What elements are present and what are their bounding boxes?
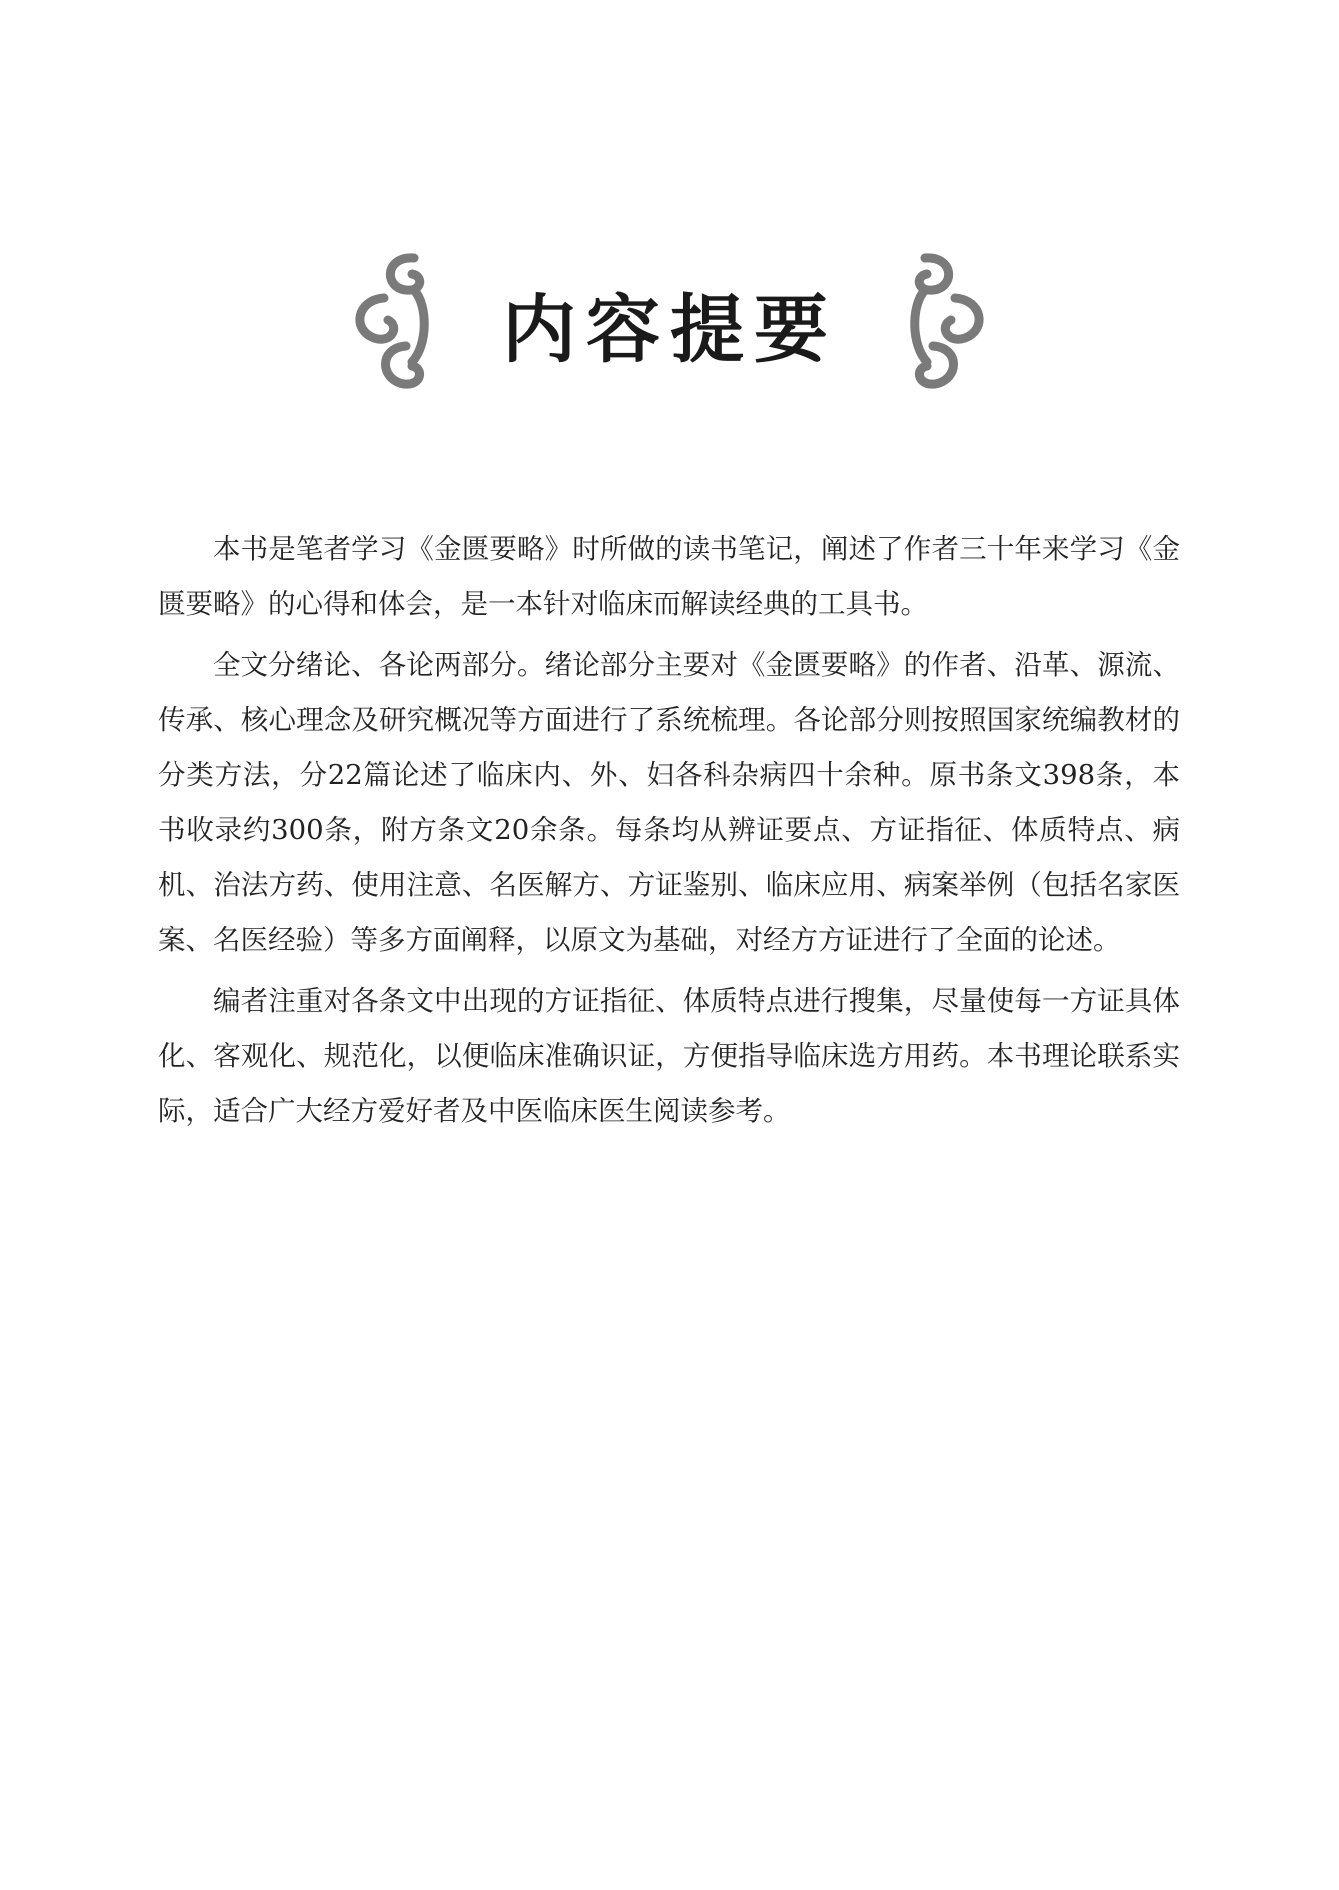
paragraph-1: 本书是笔者学习《金匮要略》时所做的读书笔记，阐述了作者三十年来学习《金匮要略》的心得和体会，是一本针对临床而解读经典的工具书。 [158, 533, 1180, 620]
title-block [0, 240, 1339, 420]
summary-body [158, 522, 1180, 1145]
paragraph-3: 编者注重对各条文中出现的方证指征、体质特点进行搜集，尽量使每一方证具体化、客观化、规范化，以便临床准确识证，方便指导临床选方用药。本书理论联系实际，适合广大经方爱好者及中医临床医生阅读参考。 [158, 985, 1180, 1127]
page-title: 内容提要 [502, 287, 838, 373]
cloud-ornament-right-icon [895, 250, 995, 400]
paragraph-2: 全文分绪论、各论两部分。绪论部分主要对《金匮要略》的作者、沿革、源流、传承、核心理念及研究概况等方面进行了系统梳理。各论部分则按照国家统编教材的分类方法，分22篇论述了临床内、外、妇各科杂病四十余种。原书条文398条，本书收录约300条，附方条文20余条。每条均从辨证要点、方证指征、体质特点、病机、治法方药、使用注意、名医解方、方证鉴别、临床应用、病案举例（包括名家医案、名医经验）等多方面阐释，以原文为基础，对经方方证进行了全面的论述。 [158, 649, 1180, 956]
cloud-ornament-left-icon [344, 250, 444, 400]
